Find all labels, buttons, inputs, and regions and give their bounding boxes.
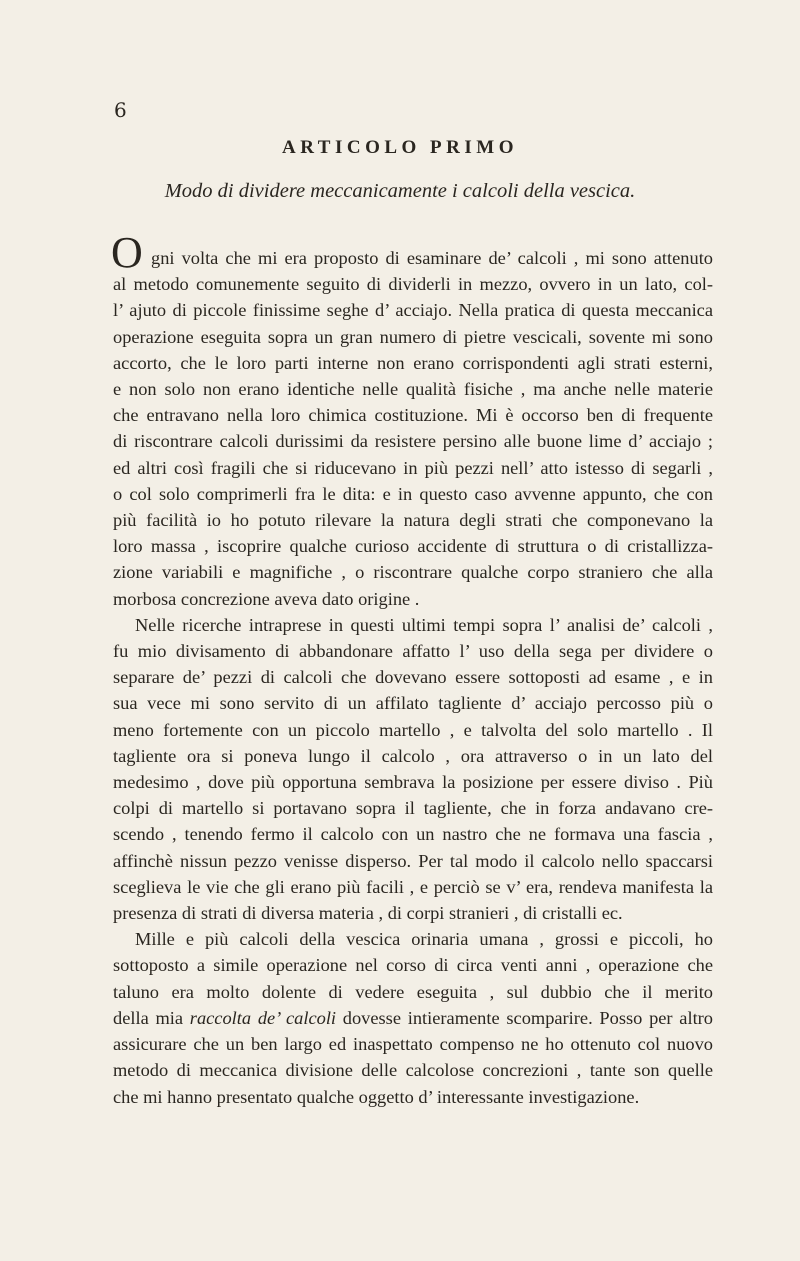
italic-title-reference: raccolta de’ calcoli — [189, 1007, 337, 1028]
paragraph-1 — [111, 228, 713, 612]
text-line: separare de’ pezzi di calcoli che dovevano essere sottoposti ad esame , e in — [113, 667, 713, 688]
text-line: operazione eseguita sopra un gran numero di pietre vescicali, sovente mi sono — [113, 326, 713, 347]
text-line: sceglieva le vie che gli erano più facili , e perciò se v’ era, rendeva manifesta la — [113, 876, 713, 897]
body-text — [111, 228, 713, 1110]
paragraph-1-line-1 — [111, 228, 713, 277]
text-line: zione variabili e magnifiche , o riscontrare qualche corpo straniero che alla — [113, 562, 713, 583]
text-line: meno fortemente con un piccolo martello , e talvolta del solo martello . Il — [113, 719, 713, 740]
text-line: che entravano nella loro chimica costituzione. Mi è occorso ben di frequente — [113, 405, 713, 426]
page-number: 6 — [114, 98, 127, 122]
text-line: l’ ajuto di piccole finissime seghe d’ acciajo. Nella pratica di questa meccanica — [113, 300, 713, 321]
paragraph-2 — [113, 612, 713, 926]
text-fragment: della mia — [113, 1007, 190, 1028]
text-line: Nelle ricerche intraprese in questi ultimi tempi sopra l’ analisi de’ calcoli , — [135, 614, 713, 635]
paragraph-3 — [113, 926, 713, 1109]
text-line: colpi di martello si portavano sopra il tagliente, che in forza andavano cre- — [113, 798, 713, 819]
section-heading: ARTICOLO PRIMO — [282, 137, 518, 158]
drop-cap: O — [111, 228, 143, 277]
text-fragment: dovesse intieramente scomparire. Posso per altro — [336, 1007, 713, 1028]
text-line: medesimo , dove più opportuna sembrava la posizione per essere diviso . Più — [113, 772, 713, 793]
text-line: sottoposto a simile operazione nel corso di circa venti anni , operazione che — [113, 955, 713, 976]
text-line: Mille e più calcoli della vescica orinaria umana , grossi e piccoli, ho — [135, 929, 713, 950]
text-line: ed altri così fragili che si riducevano in più pezzi nell’ atto istesso di segarli , — [113, 457, 713, 478]
text-line: metodo di meccanica divisione delle calcolose concrezioni , tante son quelle — [113, 1060, 713, 1081]
section-subtitle: Modo di dividere meccanicamente i calcoli della vescica. — [164, 180, 636, 202]
text-line: accorto, che le loro parti interne non erano corrispondenti agli strati esterni, — [113, 352, 713, 373]
text-line: scendo , tenendo fermo il calcolo con un nastro che ne formava una fascia , — [113, 824, 713, 845]
text-line: morbosa concrezione aveva dato origine . — [113, 588, 420, 609]
first-line-text: gni volta che mi era proposto di esaminare de’ calcoli , mi sono attenuto — [151, 248, 713, 268]
text-line: al metodo comunemente seguito di dividerli in mezzo, ovvero in un lato, col- — [113, 274, 713, 295]
text-line: e non solo non erano identiche nelle qualità fisiche , ma anche nelle materie — [113, 379, 713, 400]
text-line: taluno era molto dolente di vedere eseguita , sul dubbio che il merito — [113, 981, 713, 1002]
text-line: di riscontrare calcoli durissimi da resistere persino alle buone lime d’ acciajo ; — [113, 431, 713, 452]
text-line: affinchè nissun pezzo venisse disperso. Per tal modo il calcolo nello spaccarsi — [113, 850, 713, 871]
text-line: sua vece mi sono servito di un affilato tagliente d’ acciajo percosso più o — [113, 693, 713, 714]
text-line: fu mio divisamento di abbandonare affatto l’ uso della sega per dividere o — [113, 641, 713, 662]
text-line: assicurare che un ben largo ed inaspettato compenso ne ho ottenuto col nuovo — [113, 1034, 713, 1055]
text-line: più facilità io ho potuto rilevare la natura degli strati che componevano la — [113, 510, 713, 531]
text-line-with-italic — [113, 1005, 713, 1031]
text-line: o col solo comprimerli fra le dita: e in questo caso avvenne appunto, che con — [113, 483, 713, 504]
text-line: loro massa , iscoprire qualche curioso accidente di struttura o di cristallizza- — [113, 536, 713, 557]
text-line: che mi hanno presentato qualche oggetto d’ interessante investigazione. — [113, 1086, 640, 1107]
text-line: tagliente ora si poneva lungo il calcolo , ora attraverso o in un lato del — [113, 745, 713, 766]
text-line: presenza di strati di diversa materia , di corpi stranieri , di cristalli ec. — [113, 903, 623, 924]
